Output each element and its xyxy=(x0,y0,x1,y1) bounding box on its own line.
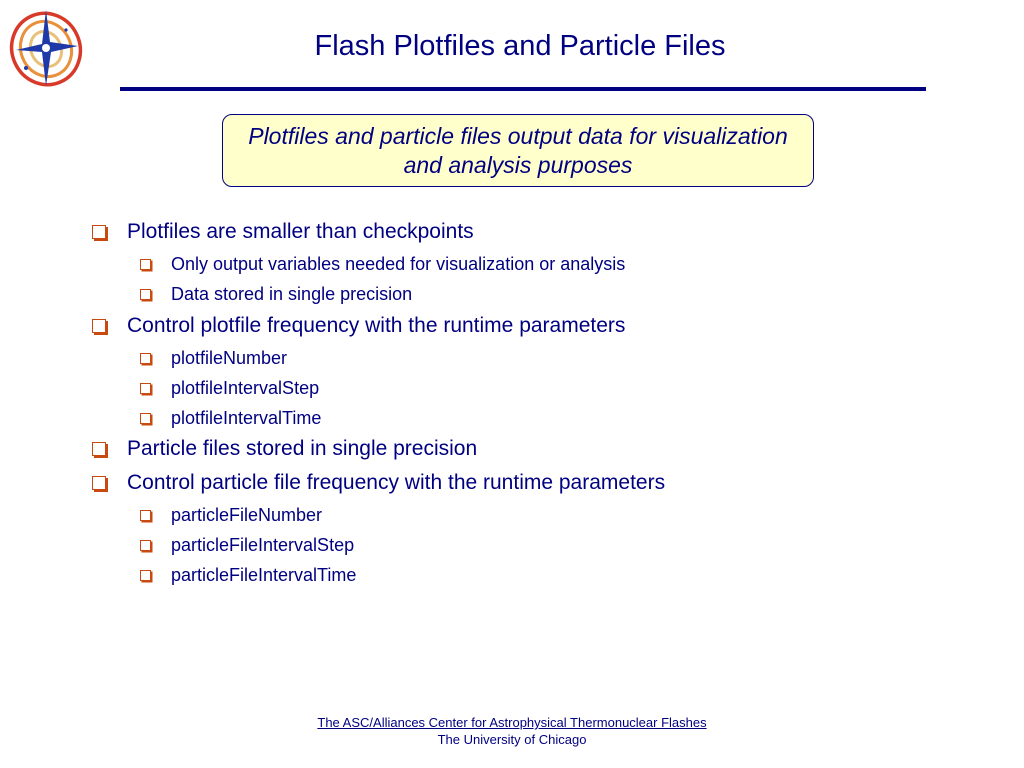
bullet-text: Plotfiles are smaller than checkpoints xyxy=(127,220,474,243)
bullet-text: Control particle file frequency with the runtime parameters xyxy=(127,471,666,494)
title-underline xyxy=(120,87,926,91)
bullet-item xyxy=(90,311,625,341)
checkbox-bullet-icon xyxy=(140,540,151,551)
sub-bullet-item xyxy=(138,532,354,558)
checkbox-bullet-icon xyxy=(140,510,151,521)
sub-bullet-text: particleFileIntervalStep xyxy=(171,534,355,555)
summary-callout xyxy=(222,114,814,187)
bullet-text: Particle files stored in single precision xyxy=(127,437,478,460)
bullet-item xyxy=(90,217,474,247)
sub-bullet-item xyxy=(138,251,625,277)
sub-bullet-item xyxy=(138,502,322,528)
sub-bullet-text: plotfileIntervalStep xyxy=(171,377,320,398)
checkbox-bullet-icon xyxy=(140,413,151,424)
callout-text: Plotfiles and particle files output data for visualization and analysis purposes xyxy=(248,122,788,178)
slide-footer xyxy=(0,714,1024,748)
sub-bullet-text: plotfileIntervalTime xyxy=(171,407,322,428)
checkbox-bullet-icon xyxy=(140,383,151,394)
institution-name: The University of Chicago xyxy=(437,732,587,747)
flash-center-logo-icon xyxy=(6,2,88,92)
sub-bullet-text: particleFileNumber xyxy=(171,504,323,525)
checkbox-bullet-icon xyxy=(92,225,106,239)
bullet-item xyxy=(90,434,477,464)
sub-bullet-text: particleFileIntervalTime xyxy=(171,564,357,585)
center-link[interactable]: The ASC/Alliances Center for Astrophysical Thermonuclear Flashes xyxy=(317,715,707,730)
sub-bullet-item xyxy=(138,345,287,371)
bullet-item xyxy=(90,468,665,498)
sub-bullet-item xyxy=(138,281,412,307)
checkbox-bullet-icon xyxy=(92,476,106,490)
checkbox-bullet-icon xyxy=(140,259,151,270)
bullet-text: Control plotfile frequency with the runtime parameters xyxy=(127,314,626,337)
sub-bullet-item xyxy=(138,375,319,401)
checkbox-bullet-icon xyxy=(92,442,106,456)
checkbox-bullet-icon xyxy=(140,353,151,364)
sub-bullet-text: Data stored in single precision xyxy=(171,283,413,304)
checkbox-bullet-icon xyxy=(140,289,151,300)
sub-bullet-item xyxy=(138,562,356,588)
checkbox-bullet-icon xyxy=(92,319,106,333)
slide-title: Flash Plotfiles and Particle Files xyxy=(314,30,726,62)
sub-bullet-item xyxy=(138,405,321,431)
sub-bullet-text: Only output variables needed for visualization or analysis xyxy=(171,253,626,274)
checkbox-bullet-icon xyxy=(140,570,151,581)
sub-bullet-text: plotfileNumber xyxy=(171,347,288,368)
